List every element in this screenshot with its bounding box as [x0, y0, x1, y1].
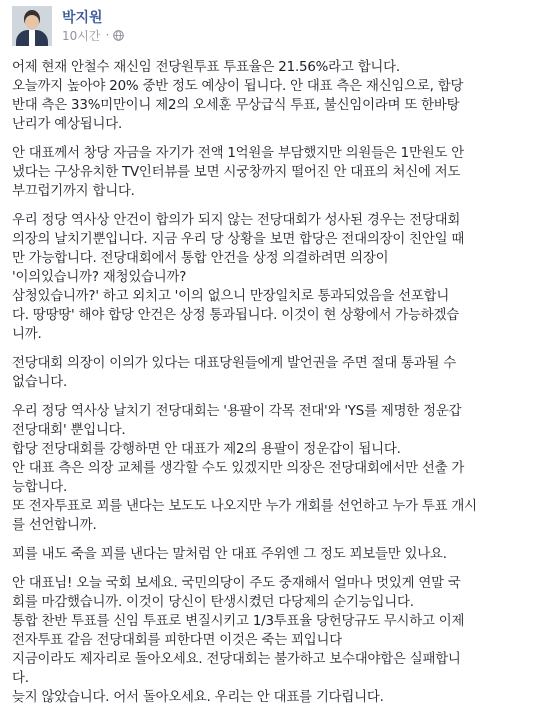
post-text-line: 만 가능합니다. 전당대회에서 통합 안건을 상정 의결하려면 의장이: [12, 251, 389, 266]
post-text-line: 지금이라도 제자리로 돌아오세요. 전당대회는 불가하고 보수대야합은 실패합니: [12, 652, 461, 667]
post-text-line: 삼청있습니까?' 하고 외치고 '이의 없으니 만장일치로 통과되었음을 선포합니: [12, 289, 450, 304]
post-text-line: 없습니다.: [12, 375, 67, 390]
post-text-line: 니까.: [12, 327, 42, 342]
post-header: [0, 0, 550, 58]
post-text-line: 합당 전당대회를 강행하면 안 대표가 제2의 용팔이 정운갑이 됩니다.: [12, 442, 401, 457]
post-text-line: 늦지 않았습니다. 어서 돌아오세요. 우리는 안 대표를 기다립니다.: [12, 690, 384, 705]
post-text-line: 우리 정당 역사상 날치기 전당대회는 '용팔이 각목 전대'와 'YS를 제명한 정운갑: [12, 404, 462, 419]
post-text-line: 전당대회' 뿐입니다.: [12, 423, 126, 438]
post-text-line: 안 대표 측은 의장 교체를 생각할 수도 있겠지만 의장은 전당대회에서만 선출 가: [12, 461, 465, 476]
post-text-line: 꾀를 내도 죽을 꾀를 낸다는 말처럼 안 대표 주위엔 그 정도 꾀보들만 있나요.: [12, 547, 447, 562]
post-text-line: 안 대표님! 오늘 국회 보세요. 국민의당이 주도 중재해서 얼마나 멋있게 연말 국: [12, 576, 461, 591]
post-text-line: 오늘까지 높아야 20% 중반 정도 예상이 됩니다. 안 대표 측은 재신임으로, 합당: [12, 79, 464, 94]
post-text-line: 난리가 예상됩니다.: [12, 117, 122, 132]
post-text-line: 어제 현재 안철수 재신임 전당원투표 투표율은 21.56%라고 합니다.: [12, 60, 400, 75]
post-text-line: '이의있습니까? 재청있습니까?: [12, 270, 187, 285]
post-text-line: 회를 마감했습니까. 이것이 당신이 탄생시켰던 다당제의 순기능입니다.: [12, 595, 414, 610]
post-text-line: 의장의 날치기뿐입니다. 지금 우리 당 상황을 보면 합당은 전대의장이 친안일 때: [12, 232, 465, 247]
post-text-line: 전당대회 의장이 이의가 있다는 대표당원들에게 발언권을 주면 절대 통과될 수: [12, 356, 457, 371]
post-text-line: 다. 땅땅땅' 해야 합당 안건은 상정 통과됩니다. 이것이 현 상황에서 가능하겠습: [12, 308, 459, 323]
post-text-line: 또 전자투표로 꾀를 낸다는 보도도 나오지만 누가 개회를 선언하고 누가 투표 개시: [12, 499, 477, 514]
post-paragraph: [12, 58, 540, 134]
author-name[interactable]: 박지원: [62, 10, 103, 26]
post-text-line: 다.: [12, 671, 29, 686]
avatar-face-shape: [25, 15, 39, 29]
post-meta: [62, 27, 124, 43]
timestamp[interactable]: 10시간: [62, 28, 101, 43]
post-text-line: 냈다는 구상유치한 TV인터뷰를 보면 시궁창까지 떨어진 안 대표의 처신에 저도: [12, 165, 461, 180]
post-text-line: 능합니다.: [12, 480, 67, 495]
post-text-line: 반대 측은 33%미만이니 제2의 오세훈 무상급식 투표, 불신임이라며 또 한바탕: [12, 98, 460, 113]
post-text-line: 우리 정당 역사상 안건이 합의가 되지 않는 전당대회가 성사된 경우는 전당대회: [12, 213, 461, 228]
post-paragraph: [12, 144, 540, 201]
post-text-line: 를 선언합니까.: [12, 518, 97, 533]
post-text-line: 안 대표께서 창당 자금을 자기가 전액 1억원을 부담했지만 의원들은 1만원도 안: [12, 146, 464, 161]
avatar[interactable]: [12, 6, 52, 46]
post-text-line: 부끄럽기까지 합니다.: [12, 184, 135, 199]
post-text-line: 통합 찬반 투표를 신임 투표로 변질시키고 1/3투표율 당헌당규도 무시하고 이제: [12, 614, 465, 629]
post-paragraph: [12, 574, 540, 707]
meta-separator: ·: [105, 28, 110, 42]
avatar-shirt-shape: [29, 30, 35, 46]
post-paragraph: [12, 545, 540, 564]
post-text-line: 전자투표 같음 전당대회를 피한다면 이것은 죽는 꾀입니다: [12, 633, 342, 648]
globe-icon[interactable]: [113, 30, 124, 41]
post-paragraph: [12, 354, 540, 392]
post-body: [12, 58, 540, 717]
post-paragraph: [12, 211, 540, 344]
post-paragraph: [12, 402, 540, 535]
